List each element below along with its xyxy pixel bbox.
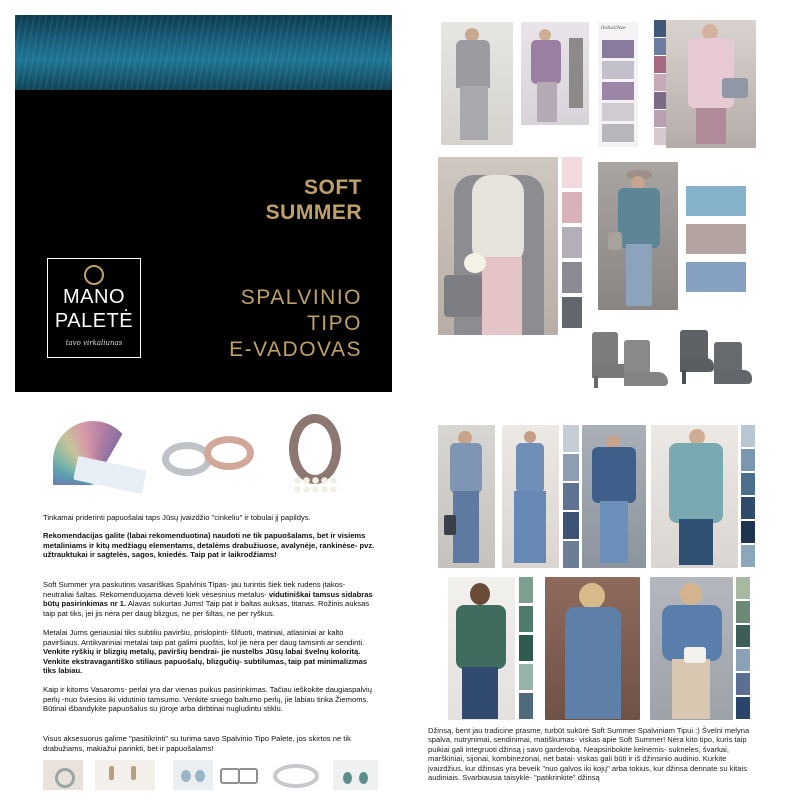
cover-page — [15, 15, 392, 392]
denim-photo-ruffle-top — [650, 577, 733, 720]
moodboard-mid-swatch — [562, 262, 582, 293]
grey-ankle-boots-image — [676, 326, 756, 392]
accessories-paragraph-palette: Visus aksesuorus galime "pasitikrinti" su turima savo Spalvinio Tipo Palete, jos skirtos ne tik drabužiams, makiažui parinkti, bet ir papuošalams! — [43, 734, 351, 753]
denim-a-swatch — [563, 425, 579, 452]
moodboard-mid-swatch — [562, 297, 582, 328]
logo-text-line-1: MANO — [63, 286, 125, 308]
cover-title-line-2: SUMMER — [265, 201, 362, 224]
denim-b-swatch — [519, 606, 533, 632]
brand-logo — [47, 258, 141, 358]
cover-title — [266, 175, 362, 225]
denim-b-swatch — [519, 577, 533, 603]
cover-subtitle-line-1: SPALVINIO — [240, 286, 362, 309]
denim-photo-shirt-jeans — [438, 425, 495, 568]
denim-b-swatch — [519, 664, 533, 690]
wedding-rings-image — [160, 432, 260, 480]
moodboard-strip-swatch — [654, 20, 666, 37]
accessories-intro: Tinkamai priderinti papuošalai taps Jūsų įvaizdžio "cinkeliu" ir tobulai jį papildys. — [43, 513, 311, 522]
accessories-paragraph-metals: Soft Summer yra paskutinis vasariškas Spalvinis Tipas- jau turintis šiek tiek rudens įtakos- neutraliai šaltas. Rekomenduojama dėvėti kiek vėsesnius metalus- vidutiniškai tamsus sidabras būtų pasirinkimas nr 1. Alavas sukurtas Jums! Taip pat ir baltas auksas, titanas. Rožinis auksas taip pat tiks, jei jis nėra per daug blizgus, ne per šiltas, ne per ryškus. — [43, 580, 373, 618]
moodboard-strip-swatch — [654, 92, 666, 109]
outfit-photo-pink-coat — [666, 20, 756, 148]
grey-boots-image — [590, 330, 670, 390]
moodboard-top-swatch — [602, 61, 634, 79]
denim-photo-green-jacket — [448, 577, 515, 720]
moodboard-mid-swatch — [562, 157, 582, 188]
denim-b-swatch — [519, 693, 533, 719]
denim-c-swatch — [741, 425, 755, 447]
denim-c-swatch — [741, 545, 755, 567]
cover-title-line-1: SOFT — [304, 176, 362, 199]
moodboard-mid-swatch — [562, 192, 582, 223]
outfit-photo-grey-coat — [441, 22, 513, 145]
denim-d-swatch — [736, 601, 750, 623]
moodboard-strip-swatch — [654, 56, 666, 73]
moodboard-strip-swatch — [654, 128, 666, 145]
palette-swatch-card — [598, 22, 638, 147]
moodboard-mid-swatch — [562, 227, 582, 258]
denim-c-swatch — [741, 473, 755, 495]
denim-d-swatch — [736, 625, 750, 647]
pendant-thumbnail — [95, 760, 155, 790]
denim-d-swatch — [736, 673, 750, 695]
denim-c-swatch — [741, 521, 755, 543]
cover-fabric-image — [15, 15, 392, 90]
moodboard-top-swatch — [602, 103, 634, 121]
denim-d-swatch — [736, 697, 750, 719]
moodboard-top-swatch — [602, 124, 634, 142]
denim-a-swatch — [563, 483, 579, 510]
bangle-thumbnail — [273, 764, 319, 788]
palette-strip-right — [654, 20, 666, 148]
denim-d-swatch — [736, 649, 750, 671]
cover-subtitle — [229, 285, 362, 363]
cover-subtitle-line-2: TIPO — [306, 312, 362, 335]
color-fan-deck-image — [45, 415, 150, 495]
denim-d-swatch — [736, 577, 750, 599]
drop-earrings-thumbnail — [333, 760, 378, 790]
moodboard-block-swatch — [686, 224, 746, 254]
moodboard-strip-swatch — [654, 38, 666, 55]
moodboard-top-swatch — [602, 82, 634, 100]
moodboard-strip-swatch — [654, 110, 666, 127]
ring-thumbnail — [43, 760, 83, 790]
outfit-photo-lavender-runway — [521, 22, 589, 125]
accessories-recommendation: Rekomendacijas galite (labai rekomenduotina) naudoti ne tik papuošalams, bet ir visiems metaliniams ir kitų medžiagų elementams, detalėms drabužiuose, avalynėje, rankinėse- pvz. užtrauktukai ir sagtelės, sagos, kniedės. Taip pat ir laikrodžiams! — [43, 531, 375, 560]
denim-b-swatch — [519, 635, 533, 661]
denim-text: Džinsą, bent jau tradicine prasme, turbūt sukūrė Soft Summer Spalviniam Tipui :) Švelni melyna spalva, nutrynimai, sendinimai, matiškumas- viskas apie Soft Summer! Nėra kito tipo, kuris taip puikiai gali integruoti džinsą į savo garderobą. Neapsiribokite kelnėmis- sukneles, švarkai, marškiniai, sijonai, kombinezonai, net batai- viskas gali būti ir iš džinsinio audinio. Kurkite įvaizdžius, kur džinsas yra beveik "nuo galvos iki kojų" arba tokius, kur džinsa derinate su kitais audiniais. Svarbiausia taisyklė- "patikrinkite" džinsą — [428, 726, 750, 783]
denim-photo-jumpsuit — [502, 425, 559, 568]
denim-photo-teal-coat — [651, 425, 738, 568]
logo-ring-icon — [84, 265, 104, 285]
denim-a-swatch — [563, 512, 579, 539]
accessories-paragraph-pearls: Kaip ir kitoms Vasaroms- perlai yra dar vienas puikus pasirinkimas. Tačiau ieškokite daugiaspalvių perlų -nuo šviesios iki vidutinio tamsumo. Venkite sniego baltumo perlų, jie labiau tinka Žiemoms. Būtinai išbandykite papuošalus su jūroje arba dirbtinai nugludintu stiklu. — [43, 685, 372, 714]
denim-c-swatch — [741, 497, 755, 519]
denim-c-swatch — [741, 449, 755, 471]
denim-photo-blazer — [582, 425, 646, 568]
cover-subtitle-line-3: E-VADOVAS — [229, 338, 362, 361]
moodboard-block-swatch — [686, 262, 746, 292]
moodboard-top-swatch — [602, 40, 634, 58]
denim-a-swatch — [563, 454, 579, 481]
jewelry-thumbnails — [43, 760, 378, 790]
moodboard-strip-swatch — [654, 74, 666, 91]
outfit-photo-teal-coat — [598, 162, 678, 310]
earrings-thumbnail — [173, 760, 213, 790]
swatch-label: ilobal/Ave — [601, 25, 626, 31]
denim-a-swatch — [563, 541, 579, 568]
outfit-photo-scarf-coat — [438, 157, 558, 335]
logo-text-line-2: PALETĖ — [54, 310, 134, 332]
cufflinks-thumbnail — [218, 764, 258, 786]
moodboard-block-swatch — [686, 186, 746, 216]
logo-tagline: tavo virkaliunas — [65, 339, 123, 347]
scarf-necklace-image — [275, 410, 355, 505]
denim-photo-dress — [545, 577, 640, 720]
accessories-paragraph-surfaces: Metalai Jums geriausiai tiks subtiliu paviršiu, prislopinti- šlifuoti, matiniai, atlasiniai ar kalto paviršiaus. Antikvariniai metalai taip pat galimi puoštis, kol jie nėra per daug tamsinti ar sendinti. Venkite ryškių ir blizgių metalų, paviršių bendrai- jie nustelbs Jūsų labai švelnų koloritą. Venkite ekstravagantiško stiliaus papuošalų, blizgučių- subtilumas, taip pat minimalizmas tiks labiau. — [43, 628, 368, 676]
